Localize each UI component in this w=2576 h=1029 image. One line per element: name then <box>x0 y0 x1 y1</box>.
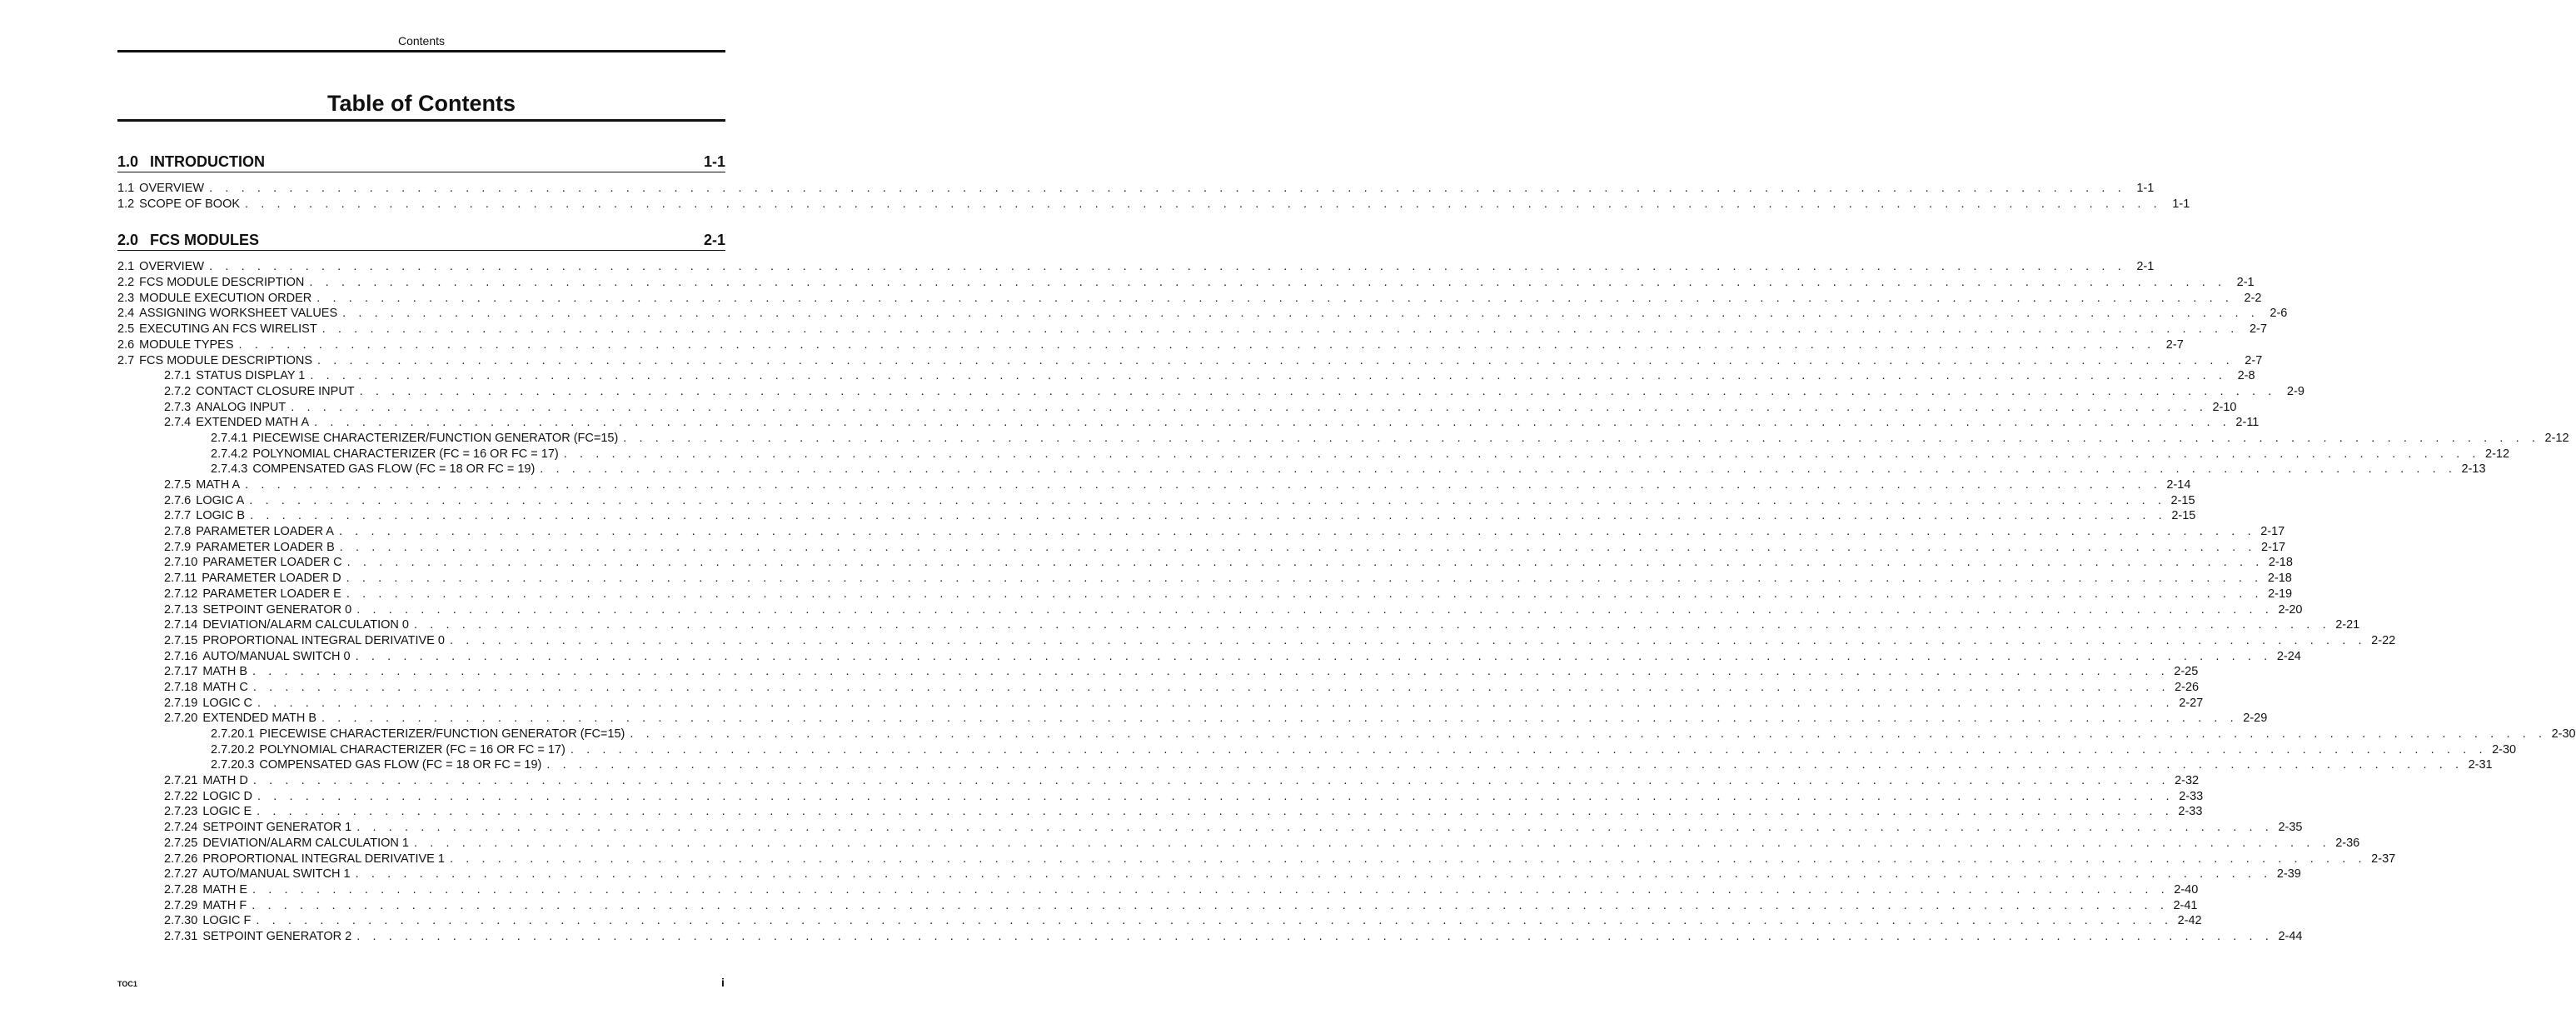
dot-leader: . . . . . . . . . . . . . . . . . . . . . . . . . . . . . . . . . . . . . . . . . . . . . . . . . . . . . . . . . . . . . . . . . . . . . . . . . . . . . . . . . . . . . . . . . . . . . . . . . . . . . . . . . . . . . . . . . . . . . . . . <box>359 384 2276 398</box>
toc-entry[interactable] <box>117 898 2198 914</box>
toc-entry-page: 2-12 <box>2485 447 2510 461</box>
toc-entry[interactable] <box>117 540 2286 556</box>
toc-entry-label: OVERVIEW <box>139 182 205 195</box>
toc-entry-list <box>117 181 2190 212</box>
toc-entry[interactable] <box>117 633 2396 649</box>
toc-entry-number: 2.7.2 <box>164 384 192 398</box>
toc-entry-label: LOGIC D <box>202 789 252 803</box>
toc-entry-page: 2-35 <box>2278 821 2303 835</box>
toc-entry-page: 1-1 <box>2172 197 2190 211</box>
toc-entry-page: 2-33 <box>2178 805 2203 819</box>
toc-entry-number: 2.7.20 <box>164 712 198 726</box>
toc-entry-number: 2.3 <box>117 291 135 305</box>
toc-entry[interactable] <box>117 820 2303 836</box>
toc-entry-label: PARAMETER LOADER A <box>196 525 334 539</box>
dot-leader: . . . . . . . . . . . . . . . . . . . . . . . . . . . . . . . . . . . . . . . . . . . . . . . . . . . . . . . . . . . . . . . . . . . . . . . . . . . . . . . . . . . . . . . . . . . . . . . . . . . . . . . . . . . . . . . . . . . . . . . . <box>252 882 2170 897</box>
dot-leader: . . . . . . . . . . . . . . . . . . . . . . . . . . . . . . . . . . . . . . . . . . . . . . . . . . . . . . . . . . . . . . . . . . . . . . . . . . . . . . . . . . . . . . . . . . . . . . . . . . . . . . . . . . . . . . . . . . . . . . . . <box>252 774 2170 788</box>
toc-entry[interactable] <box>117 929 2303 945</box>
toc-entry-label: AUTO/MANUAL SWITCH 1 <box>202 867 351 882</box>
section-title: FCS MODULES <box>150 232 260 249</box>
toc-entry-label: PIECEWISE CHARACTERIZER/FUNCTION GENERATOR (FC=15) <box>252 431 619 445</box>
toc-entry-page: 1-1 <box>2136 182 2155 195</box>
toc-entry-label: PARAMETER LOADER E <box>202 587 341 601</box>
toc-entry[interactable] <box>117 477 2191 493</box>
running-head: Contents <box>397 34 446 47</box>
page-number: i <box>721 976 725 989</box>
dot-leader: . . . . . . . . . . . . . . . . . . . . . . . . . . . . . . . . . . . . . . . . . . . . . . . . . . . . . . . . . . . . . . . . . . . . . . . . . . . . . . . . . . . . . . . . . . . . . . . . . . . . . . . . . . . . . . . . . . . . . . . . <box>356 602 2274 617</box>
toc-entry-label: PROPORTIONAL INTEGRAL DERIVATIVE 1 <box>202 852 445 866</box>
toc-entry-number: 2.7.20.2 <box>211 742 255 757</box>
toc-entry-page: 2-14 <box>2166 478 2191 492</box>
section-heading-text <box>117 232 259 249</box>
dot-leader: . . . . . . . . . . . . . . . . . . . . . . . . . . . . . . . . . . . . . . . . . . . . . . . . . . . . . . . . . . . . . . . . . . . . . . . . . . . . . . . . . . . . . . . . . . . . . . . . . . . . . . . . . . . . . . . . . . . . . . . . <box>309 276 2226 290</box>
toc-entry-number: 2.7.21 <box>164 774 198 788</box>
toc-entry[interactable] <box>117 493 2195 509</box>
dot-leader: . . . . . . . . . . . . . . . . . . . . . . . . . . . . . . . . . . . . . . . . . . . . . . . . . . . . . . . . . . . . . . . . . . . . . . . . . . . . . . . . . . . . . . . . . . . . . . . . . . . . . . . . . . . . . . . . . . . . . . . . <box>355 867 2272 882</box>
toc-entry[interactable] <box>117 508 2196 524</box>
toc-entry[interactable] <box>117 742 2517 758</box>
toc-entry-number: 2.7.28 <box>164 882 198 897</box>
section-number: 2.0 <box>117 232 139 249</box>
toc-entry-number: 2.5 <box>117 322 135 337</box>
section-page: 1-1 <box>703 153 725 170</box>
toc-entry-page: 2-10 <box>2212 400 2237 414</box>
toc-entry-number: 2.2 <box>117 276 135 290</box>
toc-entry-label: MATH D <box>202 774 248 788</box>
page-title: Table of Contents <box>327 91 516 116</box>
toc-entry-label: LOGIC F <box>202 914 252 928</box>
toc-entry-page: 2-41 <box>2173 898 2198 912</box>
toc-entry-label: OVERVIEW <box>139 260 205 274</box>
toc-entry-label: COMPENSATED GAS FLOW (FC = 18 OR FC = 19) <box>252 462 536 477</box>
toc-entry-number: 2.7.27 <box>164 867 198 882</box>
toc-entry-number: 2.7.5 <box>164 478 192 492</box>
toc-entry-page: 2-42 <box>2177 914 2202 928</box>
dot-leader: . . . . . . . . . . . . . . . . . . . . . . . . . . . . . . . . . . . . . . . . . . . . . . . . . . . . . . . . . . . . . . . . . . . . . . . . . . . . . . . . . . . . . . . . . . . . . . . . . . . . . . . . . . . . . . . . . . . . . . . . <box>321 712 2239 726</box>
toc-entry-label: ASSIGNING WORKSHEET VALUES <box>139 307 338 321</box>
toc-entry-number: 2.7.4.1 <box>211 431 248 445</box>
toc-entry-number: 2.6 <box>117 337 135 352</box>
toc-entry[interactable] <box>117 680 2200 696</box>
toc-entry[interactable] <box>117 337 2184 353</box>
toc-entry-label: LOGIC E <box>202 805 252 819</box>
toc-entry-label: MODULE TYPES <box>139 337 234 352</box>
dot-leader: . . . . . . . . . . . . . . . . . . . . . . . . . . . . . . . . . . . . . . . . . . . . . . . . . . . . . . . . . . . . . . . . . . . . . . . . . . . . . . . . . . . . . . . . . . . . . . . . . . . . . . . . . . . . . . . . . . . . . . . . <box>338 525 2256 539</box>
dot-leader: . . . . . . . . . . . . . . . . . . . . . . . . . . . . . . . . . . . . . . . . . . . . . . . . . . . . . . . . . . . . . . . . . . . . . . . . . . . . . . . . . . . . . . . . . . . . . . . . . . . . . . . . . . . . . . . . . . . . . . . . <box>355 649 2272 663</box>
toc-entry[interactable] <box>117 617 2360 633</box>
toc-entry-number: 2.7.26 <box>164 852 198 866</box>
toc-entry-number: 2.7.31 <box>164 929 198 943</box>
toc-entry-page: 2-24 <box>2276 649 2301 663</box>
toc-entry-number: 2.7 <box>117 353 135 367</box>
dot-leader: . . . . . . . . . . . . . . . . . . . . . . . . . . . . . . . . . . . . . . . . . . . . . . . . . . . . . . . . . . . . . . . . . . . . . . . . . . . . . . . . . . . . . . . . . . . . . . . . . . . . . . . . . . . . . . . . . . . . . . . . <box>339 540 2257 554</box>
toc-entry-label: EXTENDED MATH A <box>196 416 310 430</box>
toc-entry-page: 2-15 <box>2170 493 2195 507</box>
dot-leader: . . . . . . . . . . . . . . . . . . . . . . . . . . . . . . . . . . . . . . . . . . . . . . . . . . . . . . . . . . . . . . . . . . . . . . . . . . . . . . . . . . . . . . . . . . . . . . . . . . . . . . . . . . . . . . . . . . . . . . . . <box>546 758 2464 772</box>
toc-entry[interactable] <box>117 291 2262 307</box>
section-heading[interactable] <box>117 151 725 172</box>
dot-leader: . . . . . . . . . . . . . . . . . . . . . . . . . . . . . . . . . . . . . . . . . . . . . . . . . . . . . . . . . . . . . . . . . . . . . . . . . . . . . . . . . . . . . . . . . . . . . . . . . . . . . . . . . . . . . . . . . . . . . . . . <box>449 633 2367 647</box>
toc-entry-page: 2-33 <box>2179 789 2204 803</box>
toc-entry-label: MODULE EXECUTION ORDER <box>139 291 312 305</box>
toc-entry-number: 2.7.7 <box>164 509 192 523</box>
toc-entry-page: 2-39 <box>2276 867 2301 882</box>
toc-entry-number: 2.7.25 <box>164 836 198 850</box>
toc-entry[interactable] <box>117 649 2301 665</box>
toc-entry-number: 2.7.15 <box>164 633 198 647</box>
toc-entry-number: 2.7.8 <box>164 525 192 539</box>
toc-entry-label: PIECEWISE CHARACTERIZER/FUNCTION GENERATOR (FC=15) <box>259 727 625 741</box>
toc-entry-label: MATH A <box>196 478 241 492</box>
toc-entry-number: 2.7.24 <box>164 821 198 835</box>
toc-entry-label: PARAMETER LOADER C <box>202 556 342 570</box>
toc-entry[interactable] <box>117 306 2288 322</box>
header-rule <box>117 50 725 52</box>
dot-leader: . . . . . . . . . . . . . . . . . . . . . . . . . . . . . . . . . . . . . . . . . . . . . . . . . . . . . . . . . . . . . . . . . . . . . . . . . . . . . . . . . . . . . . . . . . . . . . . . . . . . . . . . . . . . . . . . . . . . . . . . <box>623 431 2540 445</box>
toc-entry[interactable] <box>117 555 2293 571</box>
dot-leader: . . . . . . . . . . . . . . . . . . . . . . . . . . . . . . . . . . . . . . . . . . . . . . . . . . . . . . . . . . . . . . . . . . . . . . . . . . . . . . . . . . . . . . . . . . . . . . . . . . . . . . . . . . . . . . . . . . . . . . . . <box>209 182 2126 195</box>
toc-entry-label: SCOPE OF BOOK <box>139 197 241 211</box>
dot-leader: . . . . . . . . . . . . . . . . . . . . . . . . . . . . . . . . . . . . . . . . . . . . . . . . . . . . . . . . . . . . . . . . . . . . . . . . . . . . . . . . . . . . . . . . . . . . . . . . . . . . . . . . . . . . . . . . . . . . . . . . <box>310 369 2227 383</box>
toc-entry-page: 2-1 <box>2136 260 2155 274</box>
toc-entry[interactable] <box>117 602 2303 618</box>
toc-entry-page: 2-40 <box>2174 882 2199 897</box>
toc-entry-page: 2-8 <box>2237 369 2255 383</box>
toc-entry-page: 2-21 <box>2335 618 2360 632</box>
dot-leader: . . . . . . . . . . . . . . . . . . . . . . . . . . . . . . . . . . . . . . . . . . . . . . . . . . . . . . . . . . . . . . . . . . . . . . . . . . . . . . . . . . . . . . . . . . . . . . . . . . . . . . . . . . . . . . . . . . . . . . . . <box>413 618 2331 632</box>
dot-leader: . . . . . . . . . . . . . . . . . . . . . . . . . . . . . . . . . . . . . . . . . . . . . . . . . . . . . . . . . . . . . . . . . . . . . . . . . . . . . . . . . . . . . . . . . . . . . . . . . . . . . . . . . . . . . . . . . . . . . . . . <box>252 665 2170 679</box>
toc-entry[interactable] <box>117 804 2203 820</box>
toc-entry[interactable] <box>117 259 2155 275</box>
toc-entry-number: 2.1 <box>117 260 135 274</box>
toc-entry-number: 2.7.14 <box>164 618 198 632</box>
toc-entry-number: 2.7.1 <box>164 369 192 383</box>
toc-entry-number: 2.4 <box>117 307 135 321</box>
toc-entry-page: 2-31 <box>2468 758 2493 772</box>
dot-leader: . . . . . . . . . . . . . . . . . . . . . . . . . . . . . . . . . . . . . . . . . . . . . . . . . . . . . . . . . . . . . . . . . . . . . . . . . . . . . . . . . . . . . . . . . . . . . . . . . . . . . . . . . . . . . . . . . . . . . . . . <box>250 509 2167 523</box>
dot-leader: . . . . . . . . . . . . . . . . . . . . . . . . . . . . . . . . . . . . . . . . . . . . . . . . . . . . . . . . . . . . . . . . . . . . . . . . . . . . . . . . . . . . . . . . . . . . . . . . . . . . . . . . . . . . . . . . . . . . . . . . <box>346 572 2263 586</box>
toc-entry-number: 2.7.19 <box>164 696 198 710</box>
toc-entry-number: 2.7.3 <box>164 400 192 414</box>
toc-entry[interactable] <box>117 400 2237 416</box>
dot-leader: . . . . . . . . . . . . . . . . . . . . . . . . . . . . . . . . . . . . . . . . . . . . . . . . . . . . . . . . . . . . . . . . . . . . . . . . . . . . . . . . . . . . . . . . . . . . . . . . . . . . . . . . . . . . . . . . . . . . . . . . <box>316 291 2234 305</box>
toc-entry-page: 2-30 <box>2551 727 2576 741</box>
toc-entry-page: 2-15 <box>2171 509 2196 523</box>
toc-entry-number: 2.7.12 <box>164 587 198 601</box>
toc-entry[interactable] <box>117 197 2190 212</box>
toc-entry-number: 2.7.4 <box>164 416 192 430</box>
toc-entry-number: 1.2 <box>117 197 135 211</box>
toc-entry-page: 2-36 <box>2335 836 2360 850</box>
dot-leader: . . . . . . . . . . . . . . . . . . . . . . . . . . . . . . . . . . . . . . . . . . . . . . . . . . . . . . . . . . . . . . . . . . . . . . . . . . . . . . . . . . . . . . . . . . . . . . . . . . . . . . . . . . . . . . . . . . . . . . . . <box>314 416 2231 430</box>
toc-entry-label: ANALOG INPUT <box>196 400 286 414</box>
toc-entry-number: 2.7.4.2 <box>211 447 248 461</box>
toc-entry-label: EXTENDED MATH B <box>202 712 317 726</box>
toc-entry[interactable] <box>117 727 2576 742</box>
toc-entry[interactable] <box>117 913 2202 929</box>
toc-entry-number: 2.7.29 <box>164 898 198 912</box>
dot-leader: . . . . . . . . . . . . . . . . . . . . . . . . . . . . . . . . . . . . . . . . . . . . . . . . . . . . . . . . . . . . . . . . . . . . . . . . . . . . . . . . . . . . . . . . . . . . . . . . . . . . . . . . . . . . . . . . . . . . . . . . <box>256 914 2173 928</box>
dot-leader: . . . . . . . . . . . . . . . . . . . . . . . . . . . . . . . . . . . . . . . . . . . . . . . . . . . . . . . . . . . . . . . . . . . . . . . . . . . . . . . . . . . . . . . . . . . . . . . . . . . . . . . . . . . . . . . . . . . . . . . . <box>321 322 2239 337</box>
toc-entry-page: 2-7 <box>2249 322 2267 337</box>
toc-entry-page: 2-27 <box>2179 696 2204 710</box>
toc-entry-label: AUTO/MANUAL SWITCH 0 <box>202 649 351 663</box>
toc-entry-list <box>117 259 2576 944</box>
toc-entry-number: 2.7.18 <box>164 680 198 694</box>
dot-leader: . . . . . . . . . . . . . . . . . . . . . . . . . . . . . . . . . . . . . . . . . . . . . . . . . . . . . . . . . . . . . . . . . . . . . . . . . . . . . . . . . . . . . . . . . . . . . . . . . . . . . . . . . . . . . . . . . . . . . . . . <box>291 400 2208 414</box>
toc-entry-label: MATH E <box>202 882 248 897</box>
toc-entry-label: POLYNOMIAL CHARACTERIZER (FC = 16 OR FC = 17) <box>259 742 566 757</box>
toc-entry[interactable] <box>117 773 2200 789</box>
toc-entry[interactable] <box>117 431 2569 447</box>
toc-entry[interactable] <box>117 571 2292 587</box>
toc-entry-number: 2.7.30 <box>164 914 198 928</box>
toc-entry-label: LOGIC B <box>196 509 246 523</box>
dot-leader: . . . . . . . . . . . . . . . . . . . . . . . . . . . . . . . . . . . . . . . . . . . . . . . . . . . . . . . . . . . . . . . . . . . . . . . . . . . . . . . . . . . . . . . . . . . . . . . . . . . . . . . . . . . . . . . . . . . . . . . . <box>356 821 2274 835</box>
toc-entry[interactable] <box>117 711 2268 727</box>
toc-entry-page: 2-7 <box>2165 337 2184 352</box>
toc-entry-label: CONTACT CLOSURE INPUT <box>196 384 355 398</box>
toc-entry-label: PARAMETER LOADER D <box>202 572 341 586</box>
dot-leader: . . . . . . . . . . . . . . . . . . . . . . . . . . . . . . . . . . . . . . . . . . . . . . . . . . . . . . . . . . . . . . . . . . . . . . . . . . . . . . . . . . . . . . . . . . . . . . . . . . . . . . . . . . . . . . . . . . . . . . . . <box>449 852 2367 866</box>
toc-entry-label: SETPOINT GENERATOR 2 <box>202 929 352 943</box>
toc-entry-page: 2-2 <box>2244 291 2262 305</box>
toc-entry-page: 2-29 <box>2243 712 2268 726</box>
toc-entry-page: 2-37 <box>2371 852 2396 866</box>
toc-entry-page: 2-6 <box>2270 307 2288 321</box>
toc-entry-number: 2.7.6 <box>164 493 192 507</box>
section-page: 2-1 <box>703 232 725 249</box>
toc-entry-label: LOGIC C <box>202 696 252 710</box>
toc-entry-number: 2.7.23 <box>164 805 198 819</box>
toc-entry-page: 2-30 <box>2492 742 2517 757</box>
toc-entry-page: 2-44 <box>2278 929 2303 943</box>
toc-entry-page: 2-11 <box>2235 416 2260 430</box>
toc-entry-label: DEVIATION/ALARM CALCULATION 1 <box>202 836 409 850</box>
toc-entry[interactable] <box>117 181 2155 197</box>
toc-entry-page: 2-22 <box>2371 633 2396 647</box>
toc-entry-number: 2.7.9 <box>164 540 192 554</box>
toc-entry[interactable] <box>117 587 2293 602</box>
dot-leader: . . . . . . . . . . . . . . . . . . . . . . . . . . . . . . . . . . . . . . . . . . . . . . . . . . . . . . . . . . . . . . . . . . . . . . . . . . . . . . . . . . . . . . . . . . . . . . . . . . . . . . . . . . . . . . . . . . . . . . . . <box>346 556 2264 570</box>
toc-entry-page: 2-9 <box>2286 384 2304 398</box>
toc-entry[interactable] <box>117 447 2510 462</box>
toc-entry-page: 2-18 <box>2267 572 2292 586</box>
toc-entry-page: 2-1 <box>2236 276 2255 290</box>
toc-entry-label: COMPENSATED GAS FLOW (FC = 18 OR FC = 19) <box>259 758 542 772</box>
toc-entry-label: STATUS DISPLAY 1 <box>196 369 306 383</box>
dot-leader: . . . . . . . . . . . . . . . . . . . . . . . . . . . . . . . . . . . . . . . . . . . . . . . . . . . . . . . . . . . . . . . . . . . . . . . . . . . . . . . . . . . . . . . . . . . . . . . . . . . . . . . . . . . . . . . . . . . . . . . . <box>257 789 2175 803</box>
dot-leader: . . . . . . . . . . . . . . . . . . . . . . . . . . . . . . . . . . . . . . . . . . . . . . . . . . . . . . . . . . . . . . . . . . . . . . . . . . . . . . . . . . . . . . . . . . . . . . . . . . . . . . . . . . . . . . . . . . . . . . . . <box>249 493 2166 507</box>
toc-entry[interactable] <box>117 368 2255 384</box>
toc-entry[interactable] <box>117 275 2255 291</box>
title-rule <box>117 119 725 122</box>
dot-leader: . . . . . . . . . . . . . . . . . . . . . . . . . . . . . . . . . . . . . . . . . . . . . . . . . . . . . . . . . . . . . . . . . . . . . . . . . . . . . . . . . . . . . . . . . . . . . . . . . . . . . . . . . . . . . . . . . . . . . . . . <box>209 260 2126 274</box>
toc-entry-label: PARAMETER LOADER B <box>196 540 335 554</box>
toc-entry[interactable] <box>117 462 2486 477</box>
toc-entry-page: 2-13 <box>2461 462 2486 477</box>
dot-leader: . . . . . . . . . . . . . . . . . . . . . . . . . . . . . . . . . . . . . . . . . . . . . . . . . . . . . . . . . . . . . . . . . . . . . . . . . . . . . . . . . . . . . . . . . . . . . . . . . . . . . . . . . . . . . . . . . . . . . . . . <box>257 696 2175 710</box>
dot-leader: . . . . . . . . . . . . . . . . . . . . . . . . . . . . . . . . . . . . . . . . . . . . . . . . . . . . . . . . . . . . . . . . . . . . . . . . . . . . . . . . . . . . . . . . . . . . . . . . . . . . . . . . . . . . . . . . . . . . . . . . <box>563 447 2480 461</box>
toc-entry[interactable] <box>117 696 2204 712</box>
toc-entry[interactable] <box>117 852 2396 867</box>
toc-entry[interactable] <box>117 757 2493 773</box>
toc-entry-number: 1.1 <box>117 182 135 195</box>
dot-leader: . . . . . . . . . . . . . . . . . . . . . . . . . . . . . . . . . . . . . . . . . . . . . . . . . . . . . . . . . . . . . . . . . . . . . . . . . . . . . . . . . . . . . . . . . . . . . . . . . . . . . . . . . . . . . . . . . . . . . . . . <box>252 680 2170 694</box>
toc-entry-label: MATH B <box>202 665 248 679</box>
dot-leader: . . . . . . . . . . . . . . . . . . . . . . . . . . . . . . . . . . . . . . . . . . . . . . . . . . . . . . . . . . . . . . . . . . . . . . . . . . . . . . . . . . . . . . . . . . . . . . . . . . . . . . . . . . . . . . . . . . . . . . . . <box>257 805 2174 819</box>
dot-leader: . . . . . . . . . . . . . . . . . . . . . . . . . . . . . . . . . . . . . . . . . . . . . . . . . . . . . . . . . . . . . . . . . . . . . . . . . . . . . . . . . . . . . . . . . . . . . . . . . . . . . . . . . . . . . . . . . . . . . . . . <box>252 898 2169 912</box>
toc-entry-page: 2-26 <box>2175 680 2200 694</box>
section-title: INTRODUCTION <box>150 153 265 170</box>
toc-entry-number: 2.7.20.1 <box>211 727 255 741</box>
toc-entry-page: 2-7 <box>2245 353 2263 367</box>
toc-entry-label: EXECUTING AN FCS WIRELIST <box>139 322 317 337</box>
dot-leader: . . . . . . . . . . . . . . . . . . . . . . . . . . . . . . . . . . . . . . . . . . . . . . . . . . . . . . . . . . . . . . . . . . . . . . . . . . . . . . . . . . . . . . . . . . . . . . . . . . . . . . . . . . . . . . . . . . . . . . . . <box>317 353 2235 367</box>
toc-entry-number: 2.7.16 <box>164 649 198 663</box>
dot-leader: . . . . . . . . . . . . . . . . . . . . . . . . . . . . . . . . . . . . . . . . . . . . . . . . . . . . . . . . . . . . . . . . . . . . . . . . . . . . . . . . . . . . . . . . . . . . . . . . . . . . . . . . . . . . . . . . . . . . . . . . <box>342 307 2260 321</box>
toc-entry-label: PROPORTIONAL INTEGRAL DERIVATIVE 0 <box>202 633 445 647</box>
toc-entry-page: 2-12 <box>2544 431 2569 445</box>
section-number: 1.0 <box>117 153 139 170</box>
toc-entry-number: 2.7.10 <box>164 556 198 570</box>
toc-entry-page: 2-17 <box>2261 540 2286 554</box>
dot-leader: . . . . . . . . . . . . . . . . . . . . . . . . . . . . . . . . . . . . . . . . . . . . . . . . . . . . . . . . . . . . . . . . . . . . . . . . . . . . . . . . . . . . . . . . . . . . . . . . . . . . . . . . . . . . . . . . . . . . . . . . <box>630 727 2547 741</box>
toc-entry-label: MATH F <box>202 898 247 912</box>
toc-entry-page: 2-18 <box>2268 556 2293 570</box>
dot-leader: . . . . . . . . . . . . . . . . . . . . . . . . . . . . . . . . . . . . . . . . . . . . . . . . . . . . . . . . . . . . . . . . . . . . . . . . . . . . . . . . . . . . . . . . . . . . . . . . . . . . . . . . . . . . . . . . . . . . . . . . <box>570 742 2488 757</box>
toc-entry-label: SETPOINT GENERATOR 0 <box>202 602 352 617</box>
toc-entry-page: 2-32 <box>2175 774 2200 788</box>
toc-entry-label: MATH C <box>202 680 248 694</box>
table-of-contents <box>117 151 2576 962</box>
toc-entry[interactable] <box>117 789 2204 805</box>
toc-entry[interactable] <box>117 664 2199 680</box>
toc-entry-label: FCS MODULE DESCRIPTIONS <box>139 353 313 367</box>
toc-entry[interactable] <box>117 867 2301 882</box>
toc-entry[interactable] <box>117 353 2263 369</box>
section-heading-text <box>117 153 265 171</box>
toc-entry-label: LOGIC A <box>196 493 245 507</box>
toc-entry[interactable] <box>117 836 2360 852</box>
toc-entry-number: 2.7.20.3 <box>211 758 255 772</box>
toc-entry-label: SETPOINT GENERATOR 1 <box>202 821 352 835</box>
dot-leader: . . . . . . . . . . . . . . . . . . . . . . . . . . . . . . . . . . . . . . . . . . . . . . . . . . . . . . . . . . . . . . . . . . . . . . . . . . . . . . . . . . . . . . . . . . . . . . . . . . . . . . . . . . . . . . . . . . . . . . . . <box>245 197 2162 211</box>
toc-entry[interactable] <box>117 524 2285 540</box>
toc-entry-label: DEVIATION/ALARM CALCULATION 0 <box>202 618 409 632</box>
toc-entry-page: 2-17 <box>2260 525 2285 539</box>
dot-leader: . . . . . . . . . . . . . . . . . . . . . . . . . . . . . . . . . . . . . . . . . . . . . . . . . . . . . . . . . . . . . . . . . . . . . . . . . . . . . . . . . . . . . . . . . . . . . . . . . . . . . . . . . . . . . . . . . . . . . . . . <box>356 929 2274 943</box>
dot-leader: . . . . . . . . . . . . . . . . . . . . . . . . . . . . . . . . . . . . . . . . . . . . . . . . . . . . . . . . . . . . . . . . . . . . . . . . . . . . . . . . . . . . . . . . . . . . . . . . . . . . . . . . . . . . . . . . . . . . . . . . <box>413 836 2331 850</box>
dot-leader: . . . . . . . . . . . . . . . . . . . . . . . . . . . . . . . . . . . . . . . . . . . . . . . . . . . . . . . . . . . . . . . . . . . . . . . . . . . . . . . . . . . . . . . . . . . . . . . . . . . . . . . . . . . . . . . . . . . . . . . . <box>346 587 2264 601</box>
toc-entry-number: 2.7.22 <box>164 789 198 803</box>
section-heading[interactable] <box>117 229 725 251</box>
dot-leader: . . . . . . . . . . . . . . . . . . . . . . . . . . . . . . . . . . . . . . . . . . . . . . . . . . . . . . . . . . . . . . . . . . . . . . . . . . . . . . . . . . . . . . . . . . . . . . . . . . . . . . . . . . . . . . . . . . . . . . . . <box>245 478 2162 492</box>
toc-entry-number: 2.7.11 <box>164 572 197 586</box>
footer-code: TOC1 <box>117 980 137 988</box>
toc-entry[interactable] <box>117 882 2199 898</box>
toc-entry-label: POLYNOMIAL CHARACTERIZER (FC = 16 OR FC = 17) <box>252 447 559 461</box>
toc-entry[interactable] <box>117 384 2304 400</box>
toc-entry-page: 2-25 <box>2174 665 2199 679</box>
toc-entry[interactable] <box>117 415 2260 431</box>
toc-entry-number: 2.7.13 <box>164 602 198 617</box>
dot-leader: . . . . . . . . . . . . . . . . . . . . . . . . . . . . . . . . . . . . . . . . . . . . . . . . . . . . . . . . . . . . . . . . . . . . . . . . . . . . . . . . . . . . . . . . . . . . . . . . . . . . . . . . . . . . . . . . . . . . . . . . <box>540 462 2457 477</box>
toc-entry-page: 2-19 <box>2268 587 2293 601</box>
toc-entry-page: 2-20 <box>2278 602 2303 617</box>
toc-entry-number: 2.7.4.3 <box>211 462 248 477</box>
toc-entry[interactable] <box>117 322 2267 337</box>
toc-entry-label: FCS MODULE DESCRIPTION <box>139 276 305 290</box>
dot-leader: . . . . . . . . . . . . . . . . . . . . . . . . . . . . . . . . . . . . . . . . . . . . . . . . . . . . . . . . . . . . . . . . . . . . . . . . . . . . . . . . . . . . . . . . . . . . . . . . . . . . . . . . . . . . . . . . . . . . . . . . <box>238 337 2155 352</box>
toc-entry-number: 2.7.17 <box>164 665 198 679</box>
